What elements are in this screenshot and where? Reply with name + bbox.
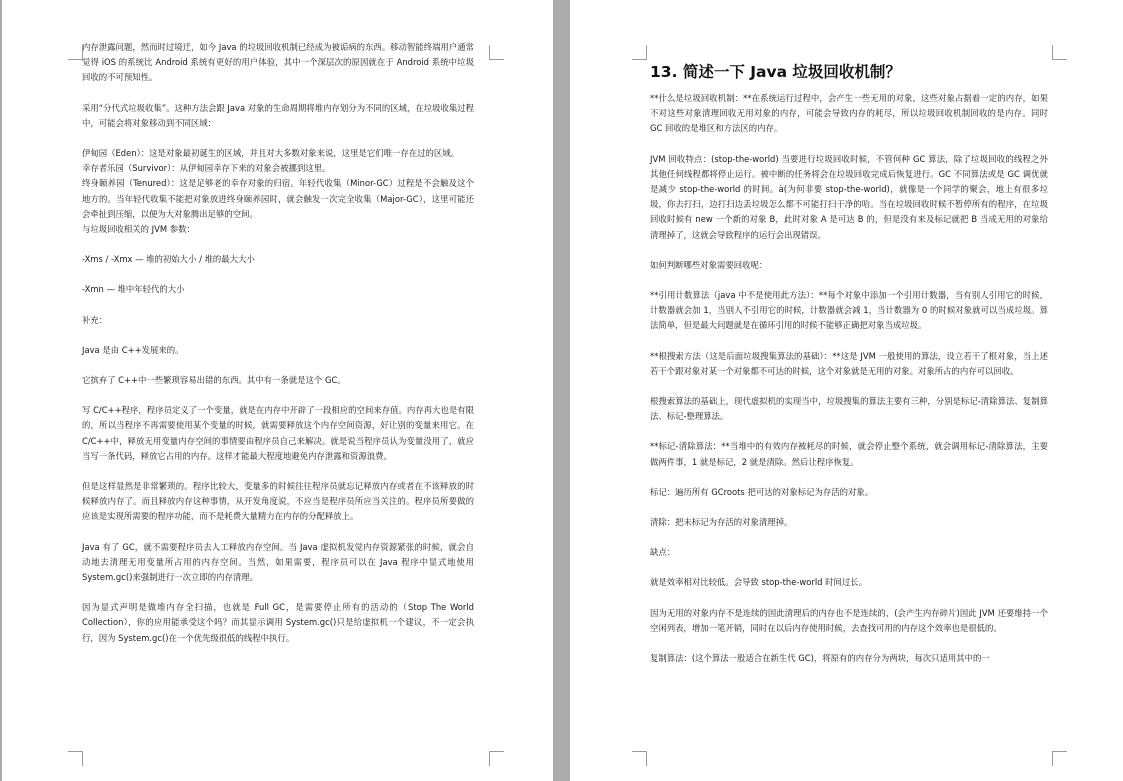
paragraph: 因为显式声明是做堆内存全扫描，也就是 Full GC，是需要停止所有的活动的（Stop The World Collection），你的应用能承受这个吗？而其显示调用 System.gc()只是给虚拟机一个建议，不一定会执行，因为 System.gc()在一个优先级很低的线程中执行。 — [82, 602, 474, 643]
paragraph: -Xms / -Xmx — 堆的初始大小 / 堆的最大大小 — [82, 254, 255, 265]
paragraph: 它摈弃了 C++中一些繁琐容易出错的东西。其中有一条就是这个 GC。 — [82, 375, 346, 386]
paragraph: 幸存者乐园（Survivor）：从伊甸园幸存下来的对象会被挪到这里。 — [82, 163, 331, 174]
paragraph: JVM 回收特点：(stop-the-world) 当要进行垃圾回收时候，不管何种 GC 算法，除了垃圾回收的线程之外其他任何线程都将停止运行。被中断的任务将会在垃圾回收完成后恢复进行。GC 不同算法或是 GC 调优就是减少 stop-the-world 的时间。à(为何非要 stop-the-world)，就像是一个同学的聚会，地上有很多垃圾，你去打扫，边打扫边丢垃圾怎么都不可能打扫干净的哈。当在垃圾回收时候不暂停所有的程序，在垃圾回收时候有 new 一个新的对象 B，此时对象 A 是可达 B 的，但是没有来及标记就把 B 当成无用的对象给清理掉了，这就会导致程序的运行会出现错误。 — [650, 153, 1048, 240]
paragraph: 标记：遍历所有 GCroots 把可达的对象标记为存活的对象。 — [650, 486, 874, 497]
paragraph: 就是效率相对比较低。会导致 stop-the-world 时间过长。 — [650, 577, 868, 588]
paragraph: 采用“分代式垃圾收集”。这种方法会跟 Java 对象的生命周期将堆内存划分为不同的区域，在垃圾收集过程中，可能会将对象移动到不同区域： — [82, 102, 474, 128]
paragraph: 伊甸园（Eden）：这是对象最初诞生的区域，并且对大多数对象来说，这里是它们唯一存在过的区域。 — [82, 148, 459, 159]
paragraph: **什么是垃圾回收机制：**在系统运行过程中，会产生一些无用的对象，这些对象占据着一定的内存，如果不对这些对象清理回收无用对象的内存，可能会导致内存的耗尽，所以垃圾回收机制回收的是内存。同时 GC 回收的是堆区和方法区的内存。 — [650, 93, 1048, 134]
paragraph: 缺点： — [650, 547, 676, 558]
left-document-page — [2, 0, 553, 781]
paragraph: 写 C/C++程序，程序员定义了一个变量，就是在内存中开辟了一段相应的空间来存值。内存再大也是有限的，所以当程序不再需要使用某个变量的时候，就需要释放这个内存空间资源，好让别的变量来用它。在 C/C++中，释放无用变量内存空间的事情要由程序员自己来解决。就是说当程序员认为变量没用了，就应当写一条代码，释放它占用的内存。这样才能最大程度地避免内存泄露和资源浪费。 — [82, 405, 474, 461]
crop-mark-top-left — [632, 45, 647, 60]
paragraph: Java 有了 GC，就不需要程序员去人工释放内存空间。当 Java 虚拟机发觉内存资源紧张的时候，就会自动地去清理无用变量所占用的内存空间。当然，如果需要，程序员可以在 Java 程序中显式地使用 System.gc()来强制进行一次立即的内存清理。 — [82, 541, 474, 583]
paragraph: 与垃圾回收相关的 JVM 参数： — [82, 224, 195, 235]
paragraph: 清除：把未标记为存活的对象清理掉。 — [650, 517, 793, 528]
crop-mark-bottom-left — [632, 751, 647, 766]
paragraph: 根搜索算法的基础上，现代虚拟机的实现当中，垃圾搜集的算法主要有三种，分别是标记-清除算法、复制算法、标记-整理算法。 — [650, 396, 1048, 422]
paragraph: Java 是由 C++发展来的。 — [82, 344, 184, 355]
right-document-page — [570, 0, 1123, 781]
section-heading: 13. 简述一下 Java 垃圾回收机制？ — [650, 63, 901, 81]
paragraph: 复制算法：(这个算法一般适合在新生代 GC)，将原有的内存分为两块，每次只适用其中的一 — [650, 653, 990, 664]
paragraph: 因为无用的对象内存不是连续的因此清理后的内存也不是连续的，(会产生内存碎片)因此 JVM 还要维持一个空闲列表，增加一笔开销，同时在以后内存使用时候，去查找可用的内存这个效率也是很低的。 — [650, 607, 1048, 633]
crop-mark-top-right — [489, 45, 504, 60]
crop-mark-bottom-right — [1052, 751, 1067, 766]
paragraph: **标记-清除算法：**当堆中的有效内存被耗尽的时候，就会停止整个系统，就会调用标记-清除算法，主要做两件事，1 就是标记，2 就是清除。然后让程序恢复。 — [650, 441, 1048, 467]
paragraph: 补充： — [82, 314, 108, 325]
paragraph: 如何判断哪些对象需要回收呢： — [650, 259, 768, 270]
paragraph: **根搜索方法（这是后面垃圾搜集算法的基础）：**这是 JVM 一般使用的算法，设立若干了根对象，当上述若干个跟对象对某一个对象都不可达的时候，这个对象就是无用的对象。对象所占的内存可以回收。 — [650, 350, 1048, 376]
paragraph: -Xmn — 堆中年轻代的大小 — [82, 284, 185, 295]
paragraph: 终身颐养园（Tenured）：这是足够老的幸存对象的归宿。年轻代收集（Minor-GC）过程是不会触及这个地方的。当年轻代收集不能把对象放进终身颐养园时，就会触发一次完全收集（Major-GC），这里可能还会牵扯到压缩，以便为大对象腾出足够的空间。 — [82, 178, 474, 219]
paragraph: **引用计数算法（java 中不是使用此方法）：**每个对象中添加一个引用计数器，当有别人引用它的时候，计数器就会加 1，当别人不引用它的时候，计数器就会减 1，当计数器为 0 的时候对象就可以当成垃圾。算法简单，但是最大问题就是在循环引用的时候不能够正确把对象当成垃圾。 — [650, 290, 1048, 331]
crop-mark-top-right — [1052, 45, 1067, 60]
right-page-body[interactable] — [650, 58, 1048, 681]
left-page-body[interactable] — [82, 40, 474, 661]
crop-mark-top-left — [68, 45, 83, 60]
crop-mark-bottom-left — [68, 751, 83, 766]
paragraph: 但是这样显然是非常繁琐的。程序比较大，变量多的时候往往程序员就忘记释放内存或者在不该释放的时候释放内存了。而且释放内存这种事情，从开发角度说，不应当是程序员所应当关注的。程序员所要做的应该是实现所需要的程序功能，而不是耗费大量精力在内存的分配释放上。 — [82, 481, 474, 522]
paragraph: 内存泄露问题，然而时过境迁，如今 Java 的垃圾回收机制已经成为被诟病的东西。移动智能终端用户通常觉得 iOS 的系统比 Android 系统有更好的用户体验，其中一个深层次的原因就在于 Android 系统中垃圾回收的不可预知性。 — [82, 42, 474, 83]
crop-mark-bottom-right — [489, 751, 504, 766]
